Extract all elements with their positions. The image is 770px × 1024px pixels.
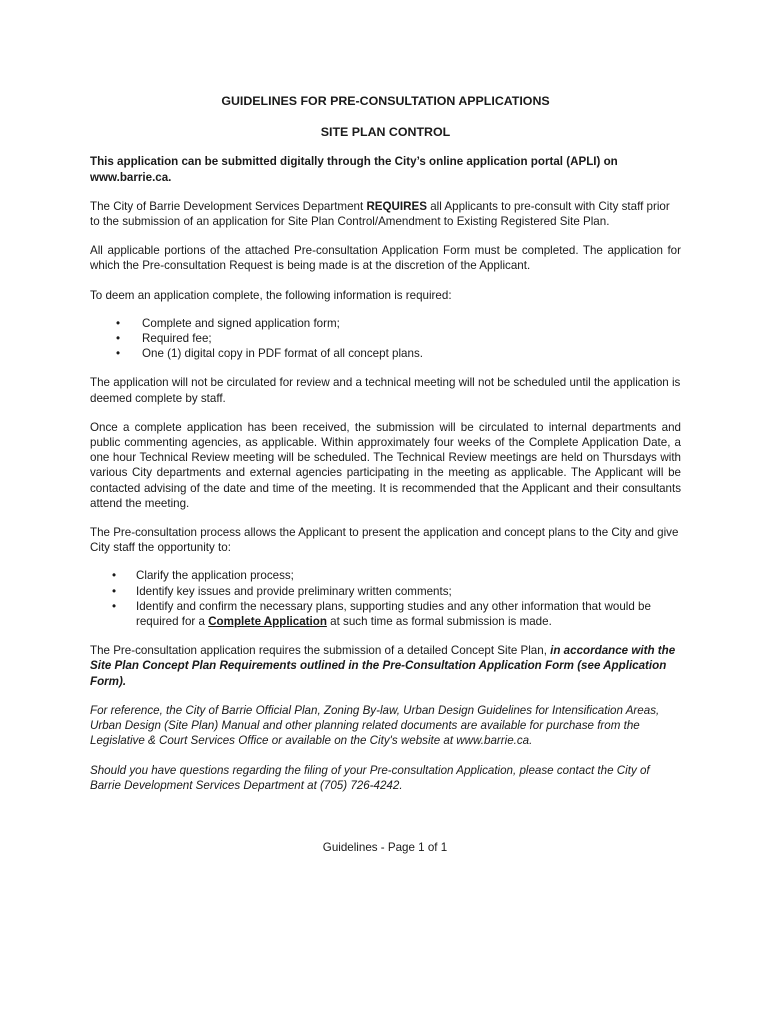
complete-application-link-text: Complete Application (208, 615, 327, 629)
document-subtitle: SITE PLAN CONTROL (320, 125, 451, 140)
list-item-text-start: Identify and confirm the necessary plans, supporting studies and any other information that would be required for a (136, 599, 651, 629)
list-item-text: One (1) digital copy in PDF format of all concept plans. (142, 347, 423, 361)
list-item-text: Complete and signed application form; (142, 316, 340, 330)
list-item-text: Required fee; (142, 332, 212, 346)
document-body (90, 94, 681, 807)
list-item (90, 568, 681, 583)
technical-review-paragraph: Once a complete application has been received, the submission will be circulated to internal departments and public commenting agencies, as applicable. Within approximately four weeks of the Complete Application Date, a one hour Technical Review meeting will be scheduled. The Technical Review meetings are held on Thursdays with various City departments and external agencies participating in the meeting as applicable. The Applicant will be contacted advising of the date and time of the meeting. It is recommended that the Applicant and their consultants attend the meeting. (90, 420, 681, 510)
list-item (90, 599, 681, 629)
requires-emphasis: REQUIRES (366, 199, 427, 213)
pre-consultation-process-paragraph: The Pre-consultation process allows the Applicant to present the application and concept plans to the City and give City staff the opportunity to: (90, 526, 679, 555)
complete-requirements-intro: To deem an application complete, the following information is required: (90, 288, 452, 302)
bullet-icon: • (116, 316, 121, 330)
requirement-text-start: The City of Barrie Development Services Department (90, 199, 367, 213)
process-items-list (90, 568, 681, 629)
required-items-list (90, 316, 681, 362)
page-footer: Guidelines - Page 1 of 1 (322, 841, 448, 854)
list-item-text-end: at such time as formal submission is made. (326, 615, 552, 629)
circulation-paragraph: The application will not be circulated for review and a technical meeting will not be scheduled until the application is deemed complete by staff. (90, 376, 681, 405)
requirement-paragraph (90, 199, 681, 229)
bullet-icon: • (116, 332, 121, 346)
concept-plan-paragraph (90, 643, 681, 689)
requirement-text-end: all Applicants to pre-consult with City staff prior to the submission of an application for Site Plan Control/Amendment to Existing Registered Site Plan. (90, 199, 670, 229)
concept-plan-emphasis: in accordance with the Site Plan Concept Plan Requirements outlined in the Pre-Consultation Application Form (see Application Form). (90, 644, 676, 688)
bullet-icon: • (112, 599, 117, 613)
list-item (90, 346, 681, 361)
bullet-icon: • (112, 584, 117, 598)
document-title: GUIDELINES FOR PRE-CONSULTATION APPLICATIONS (221, 94, 550, 108)
intro-paragraph: This application can be submitted digitally through the City’s online application portal (APLI) on www.barrie.ca. (90, 155, 618, 184)
bullet-icon: • (116, 347, 121, 361)
concept-plan-text: The Pre-consultation application requires the submission of a detailed Concept Site Plan, (90, 644, 551, 658)
list-item-text: Identify key issues and provide preliminary written comments; (136, 584, 452, 598)
contact-paragraph: Should you have questions regarding the filing of your Pre-consultation Application, please contact the City of Barrie Development Services Department at (705) 726-4242. (90, 763, 650, 792)
list-item (90, 331, 681, 346)
reference-paragraph: For reference, the City of Barrie Official Plan, Zoning By-law, Urban Design Guidelines for Intensification Areas, Urban Design (Site Plan) Manual and other planning related documents are available for purchase from the Legislative & Court Services Office or available on the City's website at www.barrie.ca. (90, 703, 660, 748)
list-item (90, 316, 681, 331)
form-completion-paragraph: All applicable portions of the attached Pre-consultation Application Form must be completed. The application for which the Pre-consultation Request is being made is at the discretion of the Applicant. (90, 244, 681, 273)
list-item (90, 584, 681, 599)
bullet-icon: • (112, 569, 117, 583)
list-item-text: Clarify the application process; (136, 569, 294, 583)
